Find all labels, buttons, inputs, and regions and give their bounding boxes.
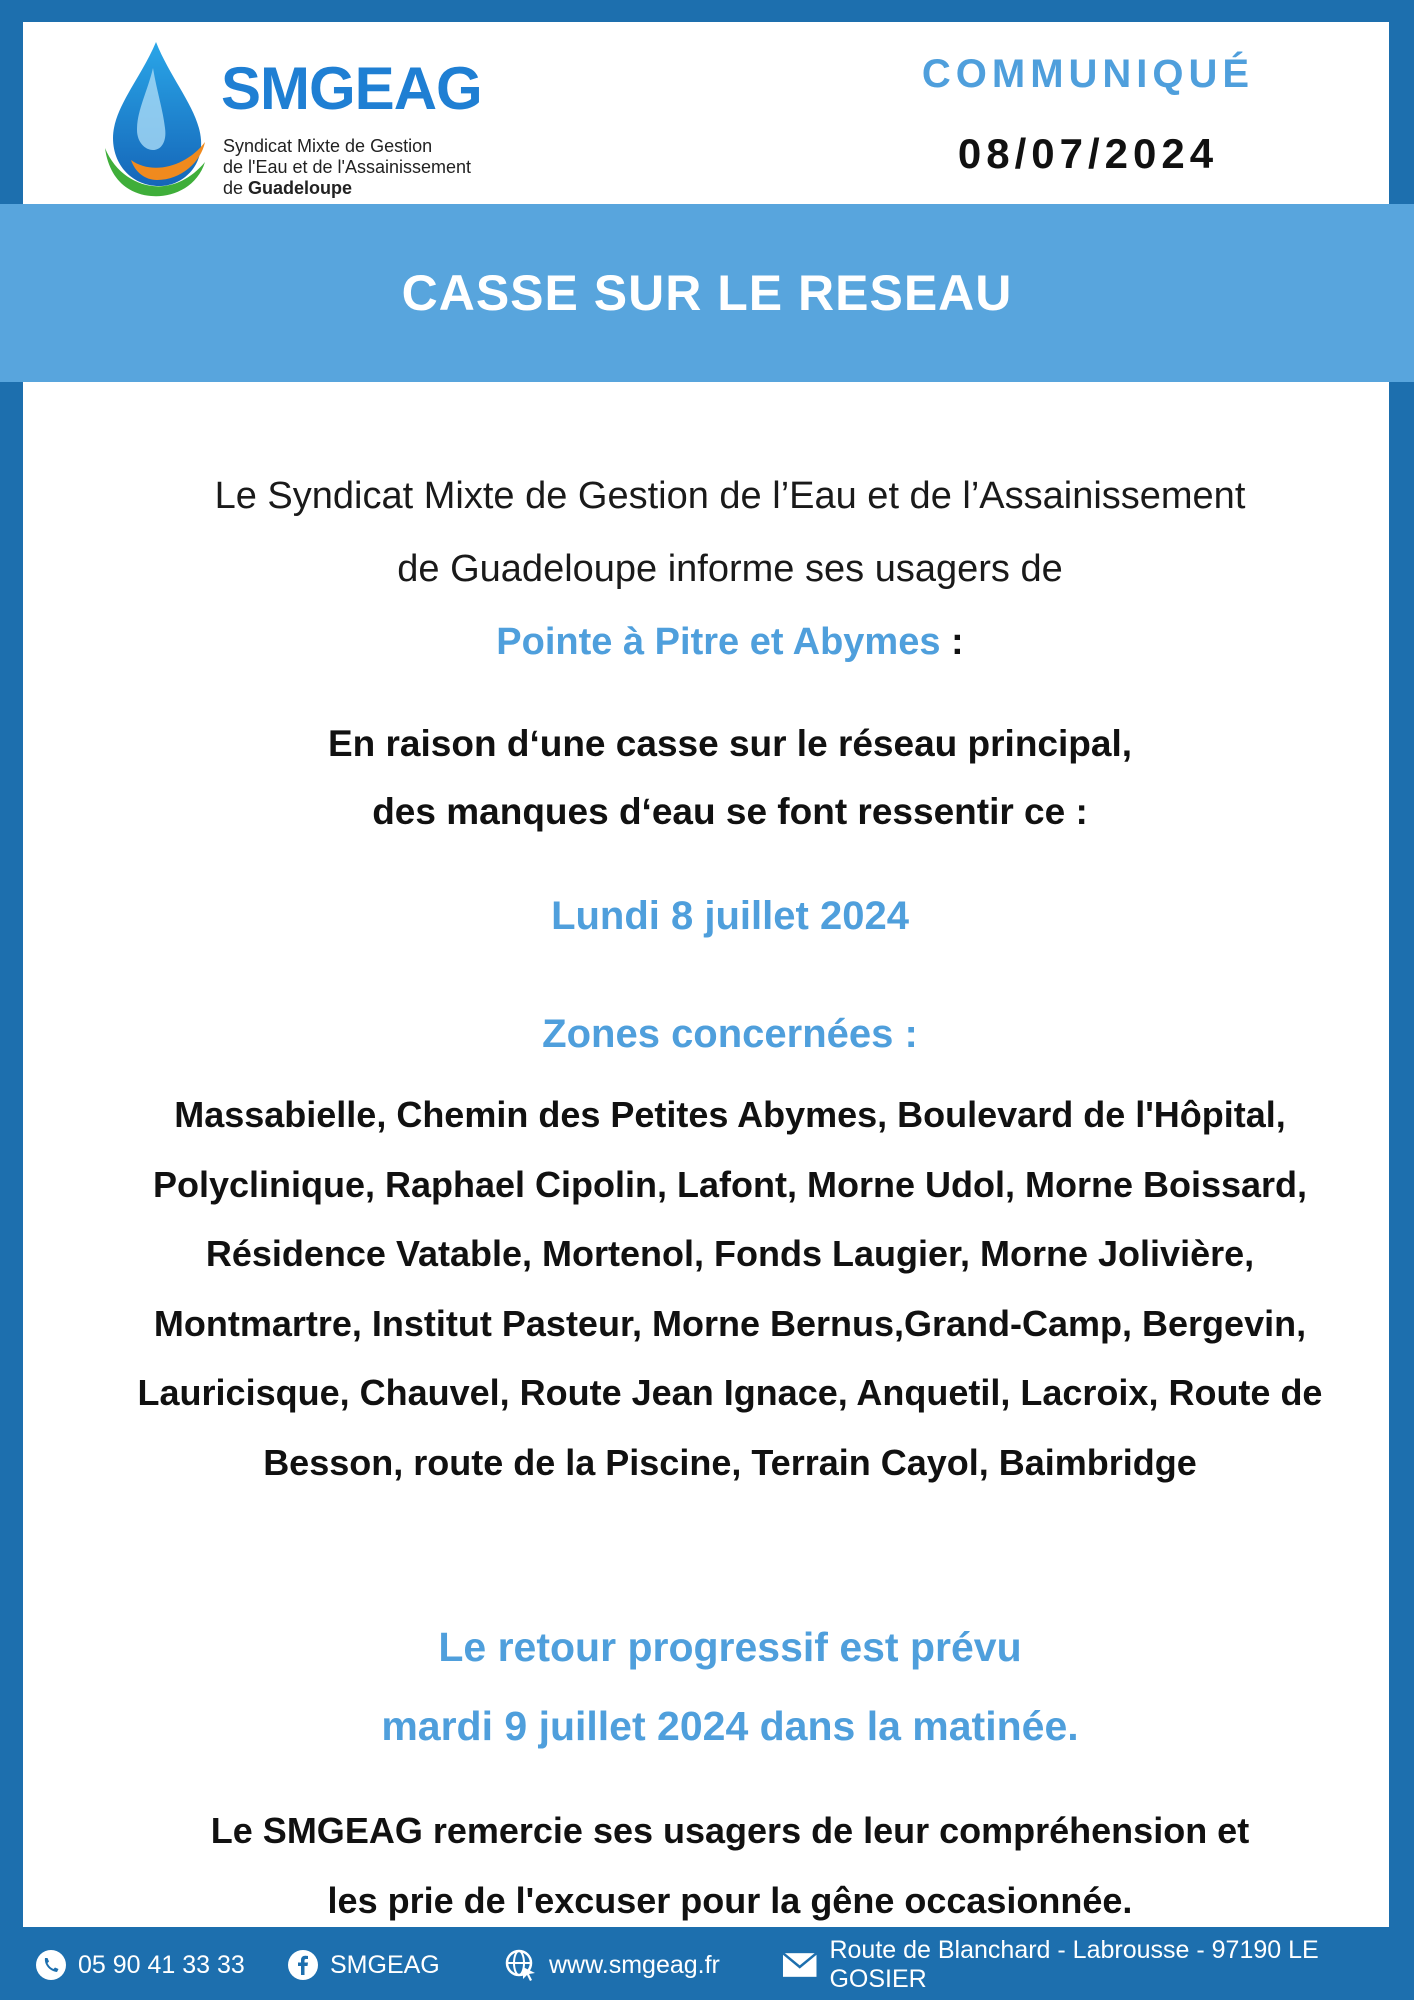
- return-line: mardi 9 juillet 2024 dans la matinée.: [381, 1703, 1079, 1749]
- intro-line: de Guadeloupe informe ses usagers de: [397, 548, 1063, 590]
- footer-facebook[interactable]: [288, 1930, 440, 2000]
- logo-subtitle-prefix: de: [223, 178, 249, 198]
- footer-phone[interactable]: [36, 1930, 245, 2000]
- footer-website[interactable]: [505, 1930, 720, 2000]
- postal-address: Route de Blanchard - Labrousse - 97190 LE GOSIER: [829, 1936, 1319, 1993]
- water-drop-logo-icon: [101, 38, 211, 198]
- logo-subtitle: [223, 136, 523, 199]
- zones-list: Massabielle, Chemin des Petites Abymes, Boulevard de l'Hôpital, Polyclinique, Raphael Cipolin, Lafont, Morne Udol, Morne Boissard, Résidence Vatable, Mortenol, Fonds Laugier, Morne Jolivière, Montmartre, Institut Pasteur, Morne Bernus,Grand-Camp, Bergevin, Lauricisque, Chauvel, Route Jean Ignace, Anquetil, Lacroix, Route de Besson, route de la Piscine, Terrain Cayol, Baimbridge: [137, 1094, 1323, 1483]
- return-notice: [83, 1608, 1377, 1766]
- logo-subtitle-region: Guadeloupe: [248, 178, 353, 198]
- cause-line: En raison d‘une casse sur le réseau principal,: [327, 723, 1133, 764]
- banner-title: CASSE SUR LE RESEAU: [401, 265, 1013, 321]
- cause-line: des manques d‘eau se font ressentir ce :: [372, 791, 1088, 832]
- communique-label: COMMUNIQUÉ: [921, 52, 1255, 96]
- phone-icon: [36, 1950, 66, 1980]
- intro-colon: :: [940, 621, 964, 663]
- intro-line: Le Syndicat Mixte de Gestion de l’Eau et de l’Assainissement: [214, 475, 1246, 517]
- communique-date: 08/07/2024: [957, 130, 1219, 177]
- website-url: www.smgeag.fr: [549, 1950, 720, 1979]
- affected-place: Pointe à Pitre et Abymes: [496, 621, 941, 663]
- logo-subtitle-line: [223, 178, 523, 199]
- thanks-line: les prie de l'excuser pour la gêne occasionnée.: [327, 1880, 1133, 1921]
- zones-heading: Zones concernées :: [542, 1012, 918, 1056]
- globe-cursor-icon: [505, 1949, 537, 1981]
- cause-paragraph: [83, 710, 1377, 846]
- return-line: Le retour progressif est prévu: [438, 1624, 1022, 1670]
- intro-place-line: [83, 606, 1377, 679]
- footer-address: [782, 1930, 1414, 2000]
- thanks-paragraph: [83, 1796, 1377, 1936]
- logo-subtitle-line: Syndicat Mixte de Gestion: [223, 136, 433, 156]
- intro-paragraph: [83, 460, 1377, 679]
- thanks-line: Le SMGEAG remercie ses usagers de leur compréhension et: [210, 1810, 1250, 1851]
- facebook-icon: [288, 1950, 318, 1980]
- footer: [0, 1930, 1414, 2000]
- outage-date: Lundi 8 juillet 2024: [551, 894, 909, 938]
- logo-subtitle-line: de l'Eau et de l'Assainissement: [223, 157, 472, 177]
- phone-number: 05 90 41 33 33: [78, 1950, 245, 1979]
- logo: [101, 38, 521, 198]
- title-banner: [0, 204, 1414, 382]
- facebook-name: SMGEAG: [330, 1950, 440, 1979]
- logo-title: SMGEAG: [221, 55, 482, 122]
- envelope-icon: [782, 1952, 817, 1978]
